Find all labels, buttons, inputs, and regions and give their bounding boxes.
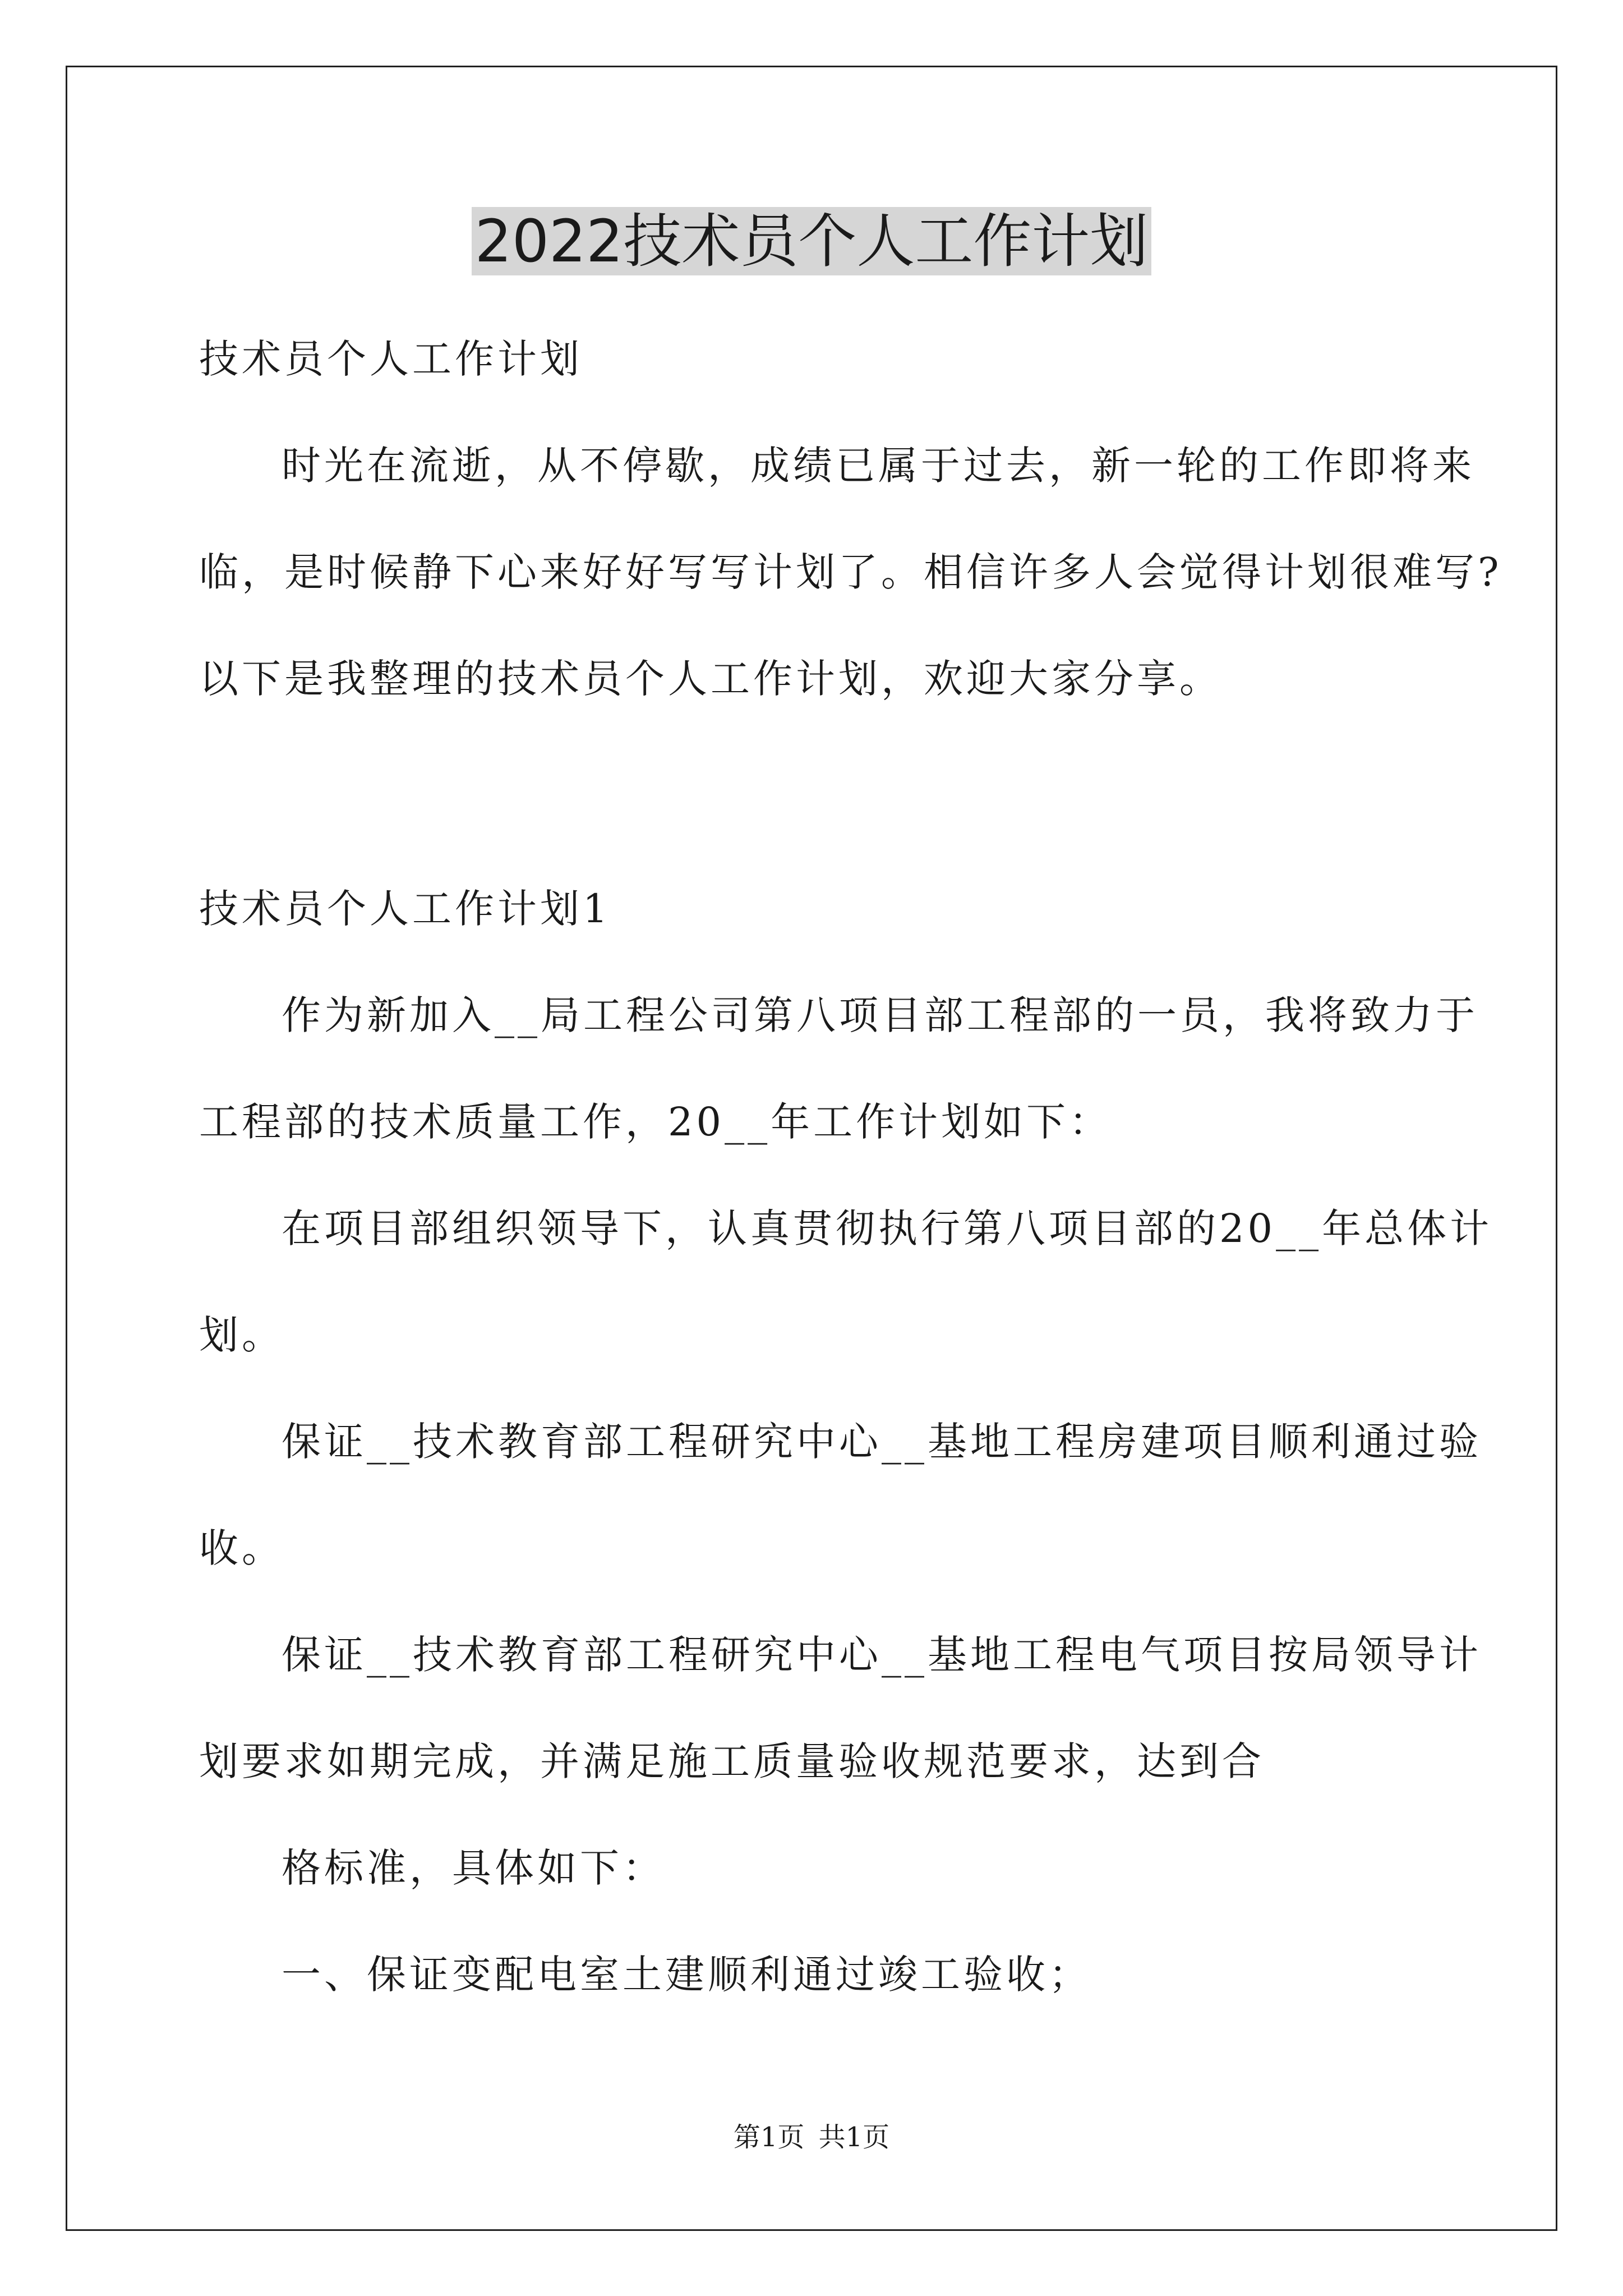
- paragraph-line: 时光在流逝，从不停歇，成绩已属于过去，新一轮的工作即将来: [282, 443, 1475, 489]
- document-title: [0, 199, 1623, 283]
- paragraph-line: 格标准，具体如下：: [282, 1845, 665, 1891]
- paragraph-line: 以下是我整理的技术员个人工作计划，欢迎大家分享。: [199, 656, 1222, 702]
- paragraph-line: 临，是时候静下心来好好写写计划了。相信许多人会觉得计划很难写?: [199, 549, 1502, 595]
- document-title-text: 2022技术员个人工作计划: [472, 207, 1152, 275]
- paragraph-line: 收。: [199, 1525, 284, 1571]
- paragraph-line: 在项目部组织领导下，认真贯彻执行第八项目部的20__年总体计: [282, 1205, 1493, 1251]
- paragraph-line: 划。: [199, 1312, 284, 1358]
- section-heading: 技术员个人工作计划1: [199, 886, 611, 932]
- paragraph-line: 一、保证变配电室土建顺利通过竣工验收；: [282, 1952, 1091, 1998]
- page-footer: 第1页 共1页: [733, 2122, 890, 2153]
- section-heading: 技术员个人工作计划: [199, 336, 583, 382]
- paragraph-line: 作为新加入__局工程公司第八项目部工程部的一员，我将致力于: [282, 992, 1478, 1038]
- paragraph-line: 保证__技术教育部工程研究中心__基地工程电气项目按局领导计: [282, 1632, 1482, 1678]
- paragraph-line: 工程部的技术质量工作，20__年工作计划如下：: [199, 1099, 1112, 1145]
- paragraph-line: 划要求如期完成，并满足施工质量验收规范要求，达到合: [199, 1738, 1265, 1784]
- paragraph-line: 保证__技术教育部工程研究中心__基地工程房建项目顺利通过验: [282, 1419, 1482, 1465]
